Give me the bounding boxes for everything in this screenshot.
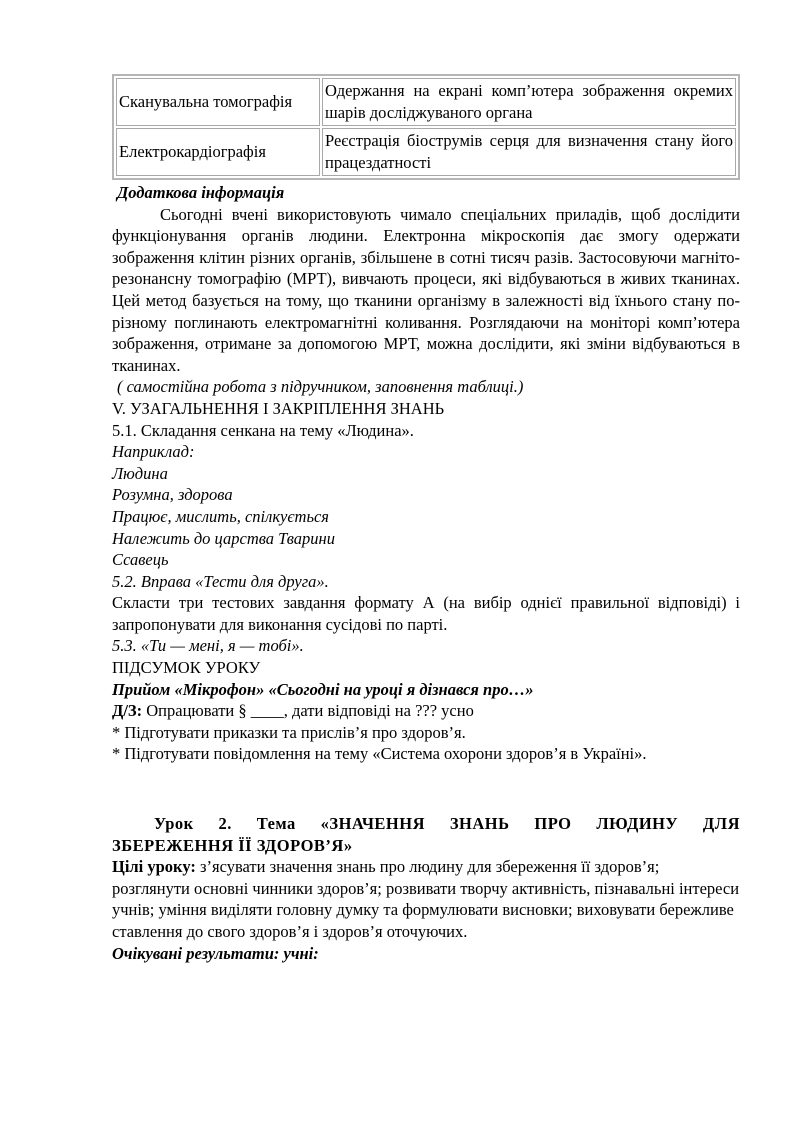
- lesson-2-results: Очікувані результати: учні:: [112, 943, 319, 963]
- document-page: [112, 74, 740, 964]
- cinquain-line: Ссавець: [112, 550, 169, 570]
- extra-info-text: Сьогодні вчені використовують чимало спеціальних приладів, щоб дослідити функціонування органів людини. Електронна мікроскопія дає змогу одержати зображення клітин різних органів, збільшене в сотні тисяч разів. Застосовуючи магніто-резонансну томографію (МРТ), вивчають процеси, які відбуваються в живих тканинах. Цей метод базується на тому, що тканини організму в залежності від їхнього стану по-різному поглинають електромагнітні коливання. Розглядаючи на моніторі комп’ютера зображення, отримане за допомогою МРТ, можна дослідити, які зміни відбуваються в тканинах.: [112, 204, 740, 375]
- lesson-2-title-line-2: ЗБЕРЕЖЕННЯ ЇЇ ЗДОРОВ’Я»: [112, 835, 353, 855]
- section-5-item-2: 5.2. Вправа «Тести для друга».: [112, 571, 329, 591]
- goals-label: Цілі уроку:: [112, 857, 196, 877]
- table-cell-description: Одержання на екрані комп’ютера зображення окремих шарів досліджуваного органа: [322, 78, 736, 126]
- table-row: [116, 78, 736, 126]
- summary-heading: ПІДСУМОК УРОКУ: [112, 658, 261, 678]
- section-5-item-1: 5.1. Складання сенкана на тему «Людина».: [112, 420, 414, 440]
- goals-text: з’ясувати значення знань про людину для збереження її здоров’я; розглянути основні чинники здоров’я; розвивати творчу активність, пізнавальні інтереси учнів; уміння виділяти головну думку та формулювати висновки; виховувати бережливе ставлення до свого здоров’я і здоров’я оточуючих.: [112, 857, 740, 941]
- cinquain-line: Працює, мислить, спілкується: [112, 506, 329, 526]
- cinquain-line: Розумна, здорова: [112, 485, 233, 505]
- homework-text: Опрацювати § ____, дати відповіді на ??? усно: [142, 701, 474, 721]
- section-5-item-3: 5.3. «Ти — мені, я — тобі».: [112, 636, 304, 656]
- section-5-heading: V. УЗАГАЛЬНЕННЯ І ЗАКРІПЛЕННЯ ЗНАНЬ: [112, 398, 445, 418]
- lesson-2-title-line-1: Урок 2. Тема «ЗНАЧЕННЯ ЗНАНЬ ПРО ЛЮДИНУ ДЛЯ: [154, 814, 740, 834]
- section-5-item-2-text: Скласти три тестових завдання формату А (на вибір однієї правильної відповіді) і запропонувати для виконання сусідові по парті.: [112, 593, 740, 634]
- example-label: Наприклад:: [112, 442, 195, 462]
- cinquain-line: Людина: [112, 463, 168, 483]
- cinquain-line: Належить до царства Тварини: [112, 528, 335, 548]
- table-cell-method: Сканувальна томографія: [116, 78, 320, 126]
- extra-info-note: ( самостійна робота з підручником, заповнення таблиці.): [117, 377, 524, 397]
- table-cell-description: Реєстрація біострумів серця для визначення стану його працездатності: [322, 128, 736, 176]
- homework-label: Д/З:: [112, 701, 143, 721]
- extra-info-heading: Додаткова інформація: [117, 183, 285, 202]
- homework-task-2: * Підготувати повідомлення на тему «Система охорони здоров’я в Україні».: [112, 744, 647, 764]
- table-cell-method: Електрокардіографія: [116, 128, 320, 176]
- summary-technique: Прийом «Мікрофон» «Сьогодні на уроці я дізнався про…»: [112, 679, 534, 699]
- lesson-2-goals: [112, 856, 740, 942]
- homework-line: [112, 700, 740, 722]
- spacer: [112, 765, 740, 813]
- homework-task-1: * Підготувати приказки та прислів’я про здоров’я.: [112, 722, 466, 742]
- methods-table: [112, 74, 740, 180]
- table-row: [116, 128, 736, 176]
